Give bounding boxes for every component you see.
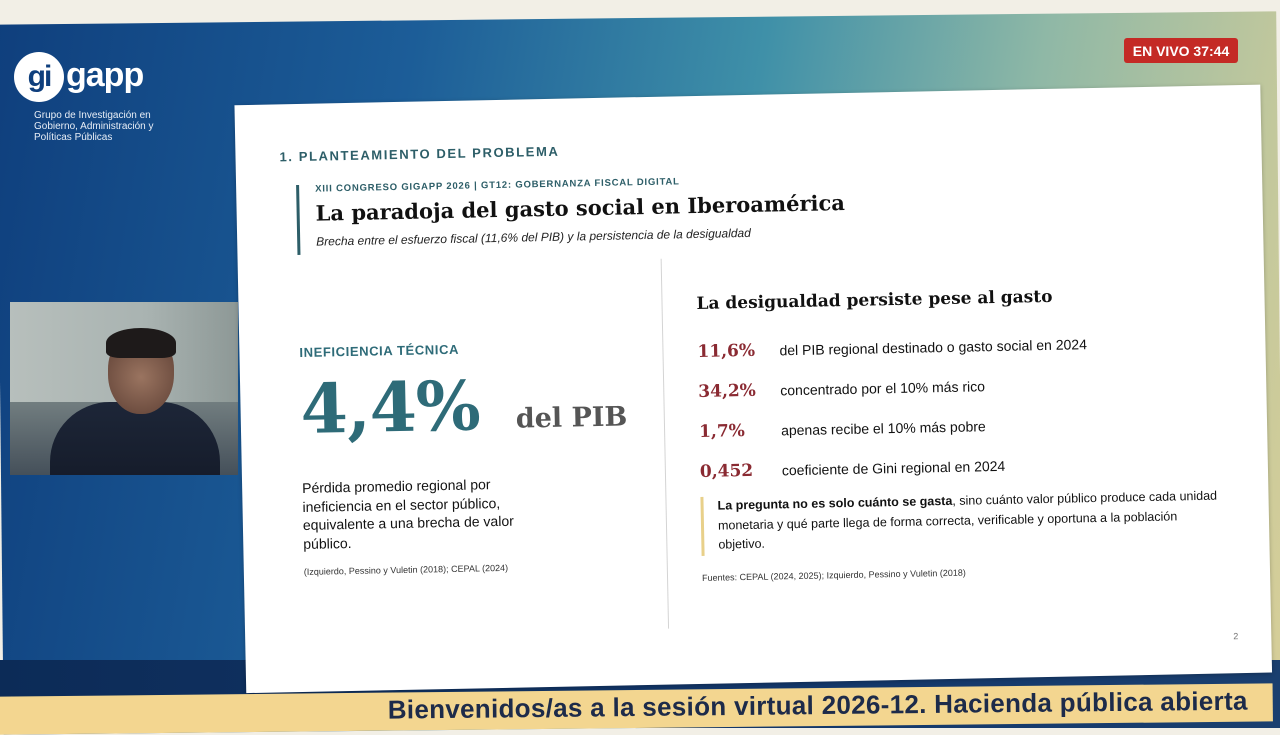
inefficiency-unit: del PIB: [515, 401, 628, 435]
stat-label: apenas recibe el 10% más pobre: [780, 418, 986, 439]
stat-row: [698, 374, 985, 404]
logo-word: gapp: [66, 56, 144, 94]
ticker-text: Bienvenidos/as a la sesión virtual 2026-12. Hacienda pública abierta: [387, 685, 1248, 725]
key-question-quote: [700, 487, 1218, 556]
inequality-title: La desigualdad persiste pese al gasto: [696, 286, 1053, 314]
quote-rest: , sino cuánto valor público produce cada unidad monetaria y qué parte llega de forma correcta, verificable y oportuna a la población objetivo.: [717, 488, 1218, 552]
stat-label: del PIB regional destinado o gasto social en 2024: [779, 336, 1088, 359]
stat-row: [699, 414, 986, 444]
stat-value: 34,2%: [698, 380, 757, 402]
stat-value: 1,7%: [698, 421, 746, 442]
inefficiency-description: Pérdida promedio regional por ineficiencia en el sector público, equivalente a una brecha de valor público.: [301, 476, 514, 552]
gigapp-logo: [14, 52, 214, 152]
left-source: (Izquierdo, Pessino y Vuletin (2018); CEPAL (2024): [303, 562, 509, 577]
stat-label: concentrado por el 10% más rico: [780, 378, 986, 399]
logo-mark: gi: [14, 52, 64, 102]
section-title: 1. PLANTEAMIENTO DEL PROBLEMA: [279, 143, 560, 165]
stat-row: [697, 332, 1087, 364]
stat-row: [700, 454, 1006, 484]
speaker-hair: [106, 328, 176, 358]
title-accent-bar: [296, 185, 300, 255]
presentation-slide: [234, 85, 1272, 693]
live-badge: EN VIVO 37:44: [1124, 38, 1238, 63]
stat-value: 11,6%: [697, 340, 756, 362]
page-number: 2: [1233, 631, 1239, 642]
inefficiency-value: 4,4%: [299, 366, 481, 450]
column-divider: [661, 259, 669, 629]
right-source: Fuentes: CEPAL (2024, 2025); Izquierdo, Pessino y Vuletin (2018): [701, 567, 966, 583]
congress-label: XIII CONGRESO GIGAPP 2026 | GT12: GOBERNANZA FISCAL DIGITAL: [315, 176, 680, 195]
quote-bold: La pregunta no es solo cuánto se gasta: [717, 493, 953, 513]
inefficiency-label: INEFICIENCIA TÉCNICA: [299, 341, 460, 360]
stat-value: 0,452: [699, 460, 754, 482]
logo-subtitle: Grupo de Investigación en Gobierno, Administración y Políticas Públicas: [34, 110, 154, 143]
webcam-feed: [10, 302, 238, 475]
stat-label: coeficiente de Gini regional en 2024: [781, 457, 1006, 479]
slide-subtitle: Brecha entre el esfuerzo fiscal (11,6% del PIB) y la persistencia de la desigualdad: [316, 225, 751, 249]
slide-title: La paradoja del gasto social en Iberoamérica: [315, 190, 846, 226]
